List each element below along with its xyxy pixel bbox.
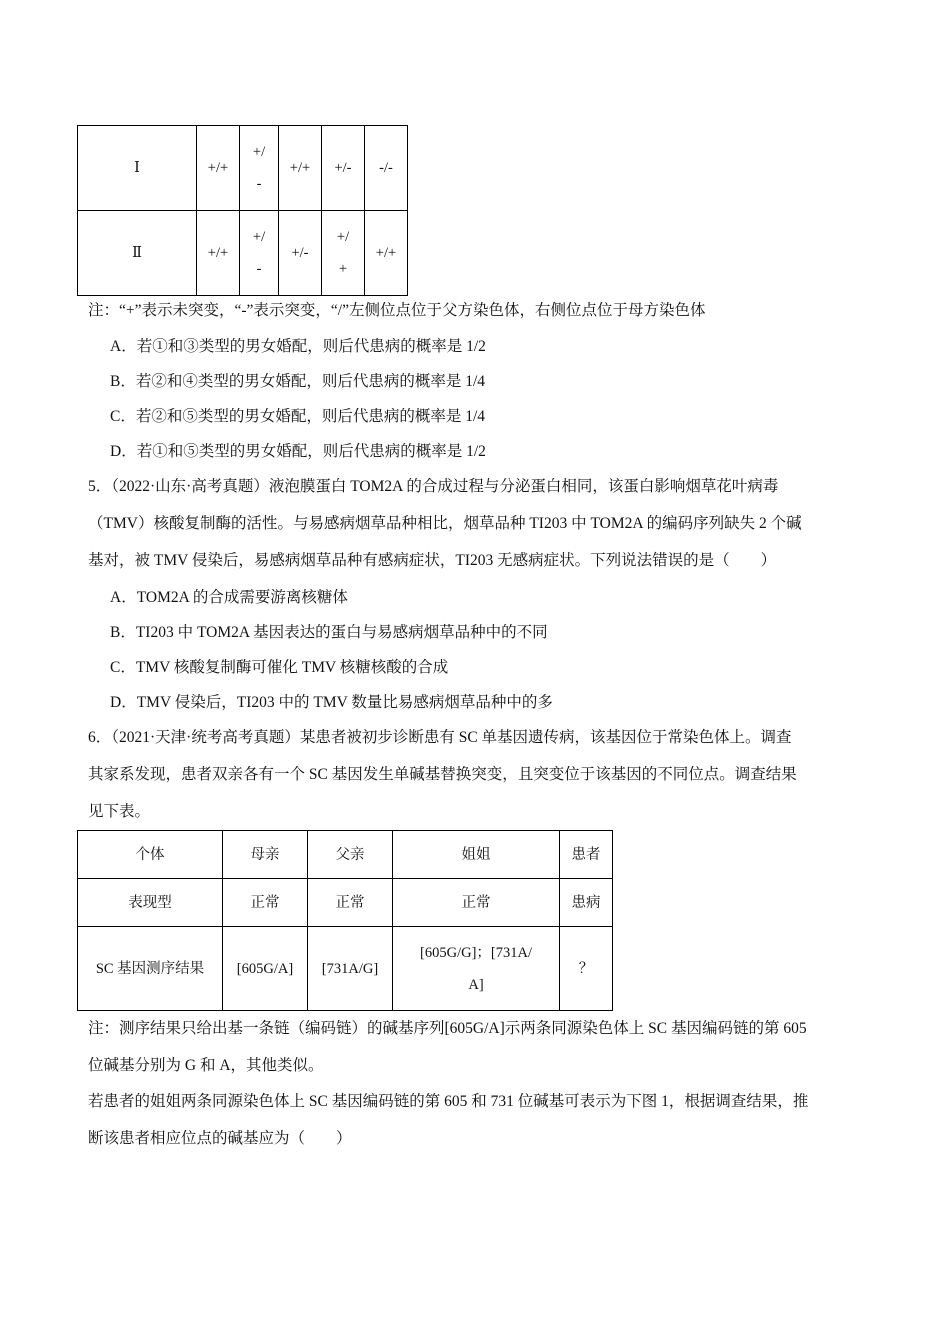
table-cell: +/+ (365, 211, 408, 296)
mutation-table (77, 125, 408, 296)
table-cell: [731A/G] (308, 927, 393, 1011)
sequencing-table (77, 830, 613, 1011)
table-cell: -/- (365, 126, 408, 211)
option-b: B．TI203 中 TOM2A 基因表达的蛋白与易感病烟草品种中的不同 (110, 624, 548, 641)
table-cell: +/+ (197, 126, 240, 211)
table-cell: ？ (560, 927, 613, 1011)
table-header: 父亲 (308, 831, 393, 879)
table-cell: 正常 (393, 879, 560, 927)
table-cell: 患病 (560, 879, 613, 927)
question-text: 5．（2022·山东·高考真题）液泡膜蛋白 TOM2A 的合成过程与分泌蛋白相同，该蛋白影响烟草花叶病毒 (88, 478, 779, 495)
table-cell: [605G/G]；[731A/ A] (393, 927, 560, 1011)
option-d: D．若①和⑤类型的男女婚配，则后代患病的概率是 1/2 (110, 443, 486, 460)
question-text: 若患者的姐姐两条同源染色体上 SC 基因编码链的第 605 和 731 位碱基可表示为下图 1，根据调查结果，推 (88, 1093, 809, 1110)
row-label: Ⅰ (78, 126, 197, 211)
row-label: Ⅱ (78, 211, 197, 296)
table-note: 注：“+”表示未突变，“-”表示突变，“/”左侧位点位于父方染色体，右侧位点位于母方染色体 (88, 302, 706, 319)
table-cell: +/ + (322, 211, 365, 296)
table-header: 个体 (78, 831, 223, 879)
question-text: 基对，被 TMV 侵染后，易感病烟草品种有感病症状，TI203 无感病症状。下列说法错误的是（ ） (88, 552, 777, 569)
question-text: 断该患者相应位点的碱基应为（ ） (88, 1130, 352, 1147)
table-row (78, 126, 408, 211)
table-row (78, 211, 408, 296)
option-b: B．若②和④类型的男女婚配，则后代患病的概率是 1/4 (110, 373, 486, 390)
table-note: 位碱基分别为 G 和 A，其他类似。 (88, 1057, 324, 1074)
table-cell: [605G/A] (223, 927, 308, 1011)
table-cell: 正常 (223, 879, 308, 927)
question-text: 见下表。 (88, 803, 151, 820)
table-cell: +/ - (240, 211, 279, 296)
option-d: D．TMV 侵染后，TI203 中的 TMV 数量比易感病烟草品种中的多 (110, 694, 553, 711)
question-text: 6．（2021·天津·统考高考真题）某患者被初步诊断患有 SC 单基因遗传病，该基因位于常染色体上。调查 (88, 729, 792, 746)
table-row (78, 879, 613, 927)
option-a: A．若①和③类型的男女婚配，则后代患病的概率是 1/2 (110, 338, 486, 355)
question-text: 其家系发现，患者双亲各有一个 SC 基因发生单碱基替换突变，且突变位于该基因的不同位点。调查结果 (88, 766, 797, 783)
table-header: 患者 (560, 831, 613, 879)
table-cell: +/ - (240, 126, 279, 211)
table-header: 母亲 (223, 831, 308, 879)
option-c: C．若②和⑤类型的男女婚配，则后代患病的概率是 1/4 (110, 408, 486, 425)
table-cell: SC 基因测序结果 (78, 927, 223, 1011)
table-cell: 表现型 (78, 879, 223, 927)
table-cell: +/+ (279, 126, 322, 211)
table-cell: 正常 (308, 879, 393, 927)
table-header: 姐姐 (393, 831, 560, 879)
table-cell: +/- (279, 211, 322, 296)
table-row (78, 927, 613, 1011)
option-c: C．TMV 核酸复制酶可催化 TMV 核糖核酸的合成 (110, 659, 449, 676)
table-row (78, 831, 613, 879)
table-note: 注：测序结果只给出基一条链（编码链）的碱基序列[605G/A]示两条同源染色体上 SC 基因编码链的第 605 (88, 1020, 807, 1037)
question-text: （TMV）核酸复制酶的活性。与易感病烟草品种相比，烟草品种 TI203 中 TOM2A 的编码序列缺失 2 个碱 (88, 515, 802, 532)
option-a: A．TOM2A 的合成需要游离核糖体 (110, 589, 348, 606)
table-cell: +/+ (197, 211, 240, 296)
table-cell: +/- (322, 126, 365, 211)
